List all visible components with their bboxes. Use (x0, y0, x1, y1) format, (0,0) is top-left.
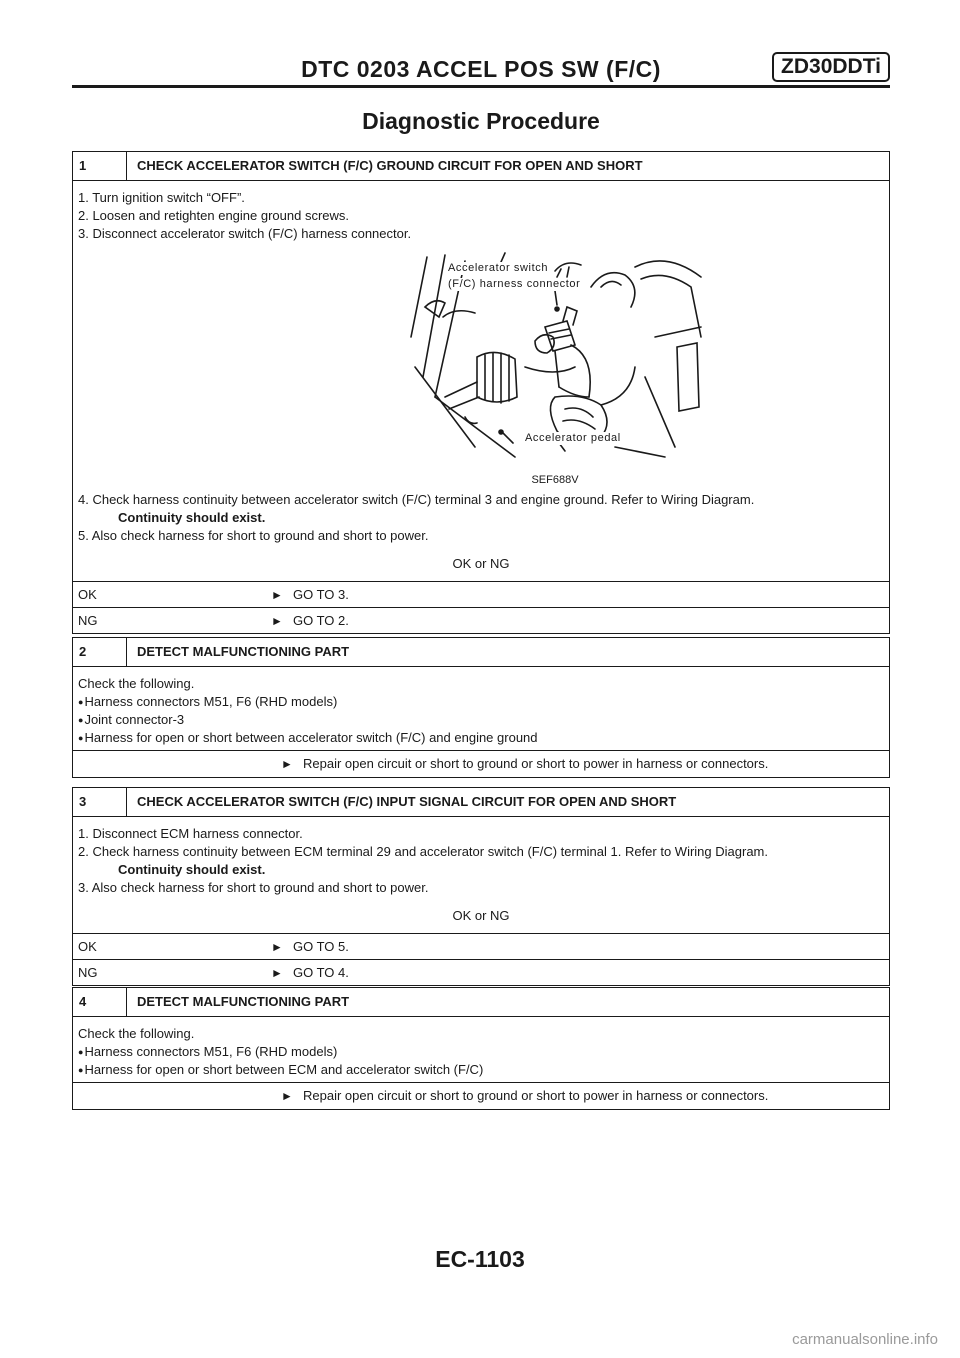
step-title: CHECK ACCELERATOR SWITCH (F/C) INPUT SIGNAL CIRCUIT FOR OPEN AND SHORT (137, 794, 677, 809)
step-4 (72, 987, 890, 1110)
figure-code: SEF688V (531, 474, 579, 486)
header-divider (72, 85, 890, 88)
step-title: CHECK ACCELERATOR SWITCH (F/C) GROUND CIRCUIT FOR OPEN AND SHORT (137, 158, 643, 173)
engine-badge: ZD30DDTi (772, 52, 890, 82)
instruction: Check the following. (78, 1026, 195, 1041)
result-action-link[interactable]: GO TO 2. (293, 612, 349, 628)
instruction: 5. Also check harness for short to ground and short to power. (78, 528, 429, 543)
result-action: Repair open circuit or short to ground or short to power in harness or connectors. (303, 756, 769, 771)
result-row-ng (73, 959, 889, 985)
result-row (73, 1082, 889, 1109)
step-header (73, 788, 889, 817)
instruction: 2. Loosen and retighten engine ground screws. (78, 208, 350, 223)
arrow-right-icon: ► (271, 939, 283, 954)
arrow-right-icon: ► (271, 613, 283, 628)
page-title: Diagnostic Procedure (362, 108, 600, 134)
result-row-ng (73, 607, 889, 633)
result-row-ok (73, 933, 889, 959)
spec-note: Continuity should exist. (118, 862, 266, 877)
result-action-link[interactable]: GO TO 5. (293, 938, 349, 954)
ok-or-ng: OK or NG (452, 556, 510, 571)
step-3 (72, 787, 890, 986)
step-body (73, 817, 889, 933)
watermark: carmanualsonline.info (792, 1331, 938, 1348)
result-row-ok (73, 581, 889, 607)
section-title: DTC 0203 ACCEL POS SW (F/C) (301, 56, 661, 82)
result-action-link[interactable]: GO TO 4. (293, 964, 349, 980)
check-item: ● Joint connector-3 (78, 711, 884, 729)
label-pedal: Accelerator pedal (525, 432, 621, 444)
instruction: 1. Disconnect ECM harness connector. (78, 826, 303, 841)
instruction: 3. Disconnect accelerator switch (F/C) harness connector. (78, 226, 412, 241)
instruction: Check the following. (78, 676, 195, 691)
step-title: DETECT MALFUNCTIONING PART (137, 994, 350, 1009)
label-switch: Accelerator switch (448, 262, 549, 274)
check-item: ● Harness connectors M51, F6 (RHD models) (78, 693, 884, 711)
spec-note: Continuity should exist. (118, 510, 266, 525)
step-header (73, 638, 889, 667)
check-item: ● Harness for open or short between ECM and accelerator switch (F/C) (78, 1061, 884, 1079)
label-connector: (F/C) harness connector (448, 278, 581, 290)
step-title: DETECT MALFUNCTIONING PART (137, 644, 350, 659)
instruction: 3. Also check harness for short to ground and short to power. (78, 880, 429, 895)
step-body (73, 1017, 889, 1082)
result-key: OK (78, 586, 97, 602)
step-header (73, 152, 889, 181)
instruction: 2. Check harness continuity between ECM terminal 29 and accelerator switch (F/C) terminal 1. Refer to Wiring Diagram. (78, 844, 768, 859)
page-header (72, 52, 890, 88)
step-number: 4 (73, 988, 127, 1016)
arrow-right-icon: ► (281, 1089, 293, 1103)
accelerator-pedal-figure (405, 247, 705, 487)
step-number: 1 (73, 152, 127, 180)
step-header (73, 988, 889, 1017)
check-item: ● Harness for open or short between accelerator switch (F/C) and engine ground (78, 729, 884, 747)
result-action: Repair open circuit or short to ground or short to power in harness or connectors. (303, 1088, 769, 1103)
instruction: 1. Turn ignition switch “OFF”. (78, 190, 245, 205)
result-row (73, 750, 889, 777)
step-number: 3 (73, 788, 127, 816)
result-key: NG (78, 612, 98, 628)
check-item: ● Harness connectors M51, F6 (RHD models) (78, 1043, 884, 1061)
arrow-right-icon: ► (281, 757, 293, 771)
ok-or-ng: OK or NG (452, 908, 510, 923)
step-number: 2 (73, 638, 127, 666)
step-2 (72, 637, 890, 778)
instruction: 4. Check harness continuity between accelerator switch (F/C) terminal 3 and engine ground. Refer to Wiring Diagram. (78, 492, 755, 507)
arrow-right-icon: ► (271, 965, 283, 980)
step-body (73, 667, 889, 750)
result-action-link[interactable]: GO TO 3. (293, 586, 349, 602)
arrow-right-icon: ► (271, 587, 283, 602)
step-1 (72, 151, 890, 634)
step-body (73, 181, 889, 581)
page-number: EC-1103 (435, 1246, 525, 1272)
result-key: NG (78, 964, 98, 980)
result-key: OK (78, 938, 97, 954)
